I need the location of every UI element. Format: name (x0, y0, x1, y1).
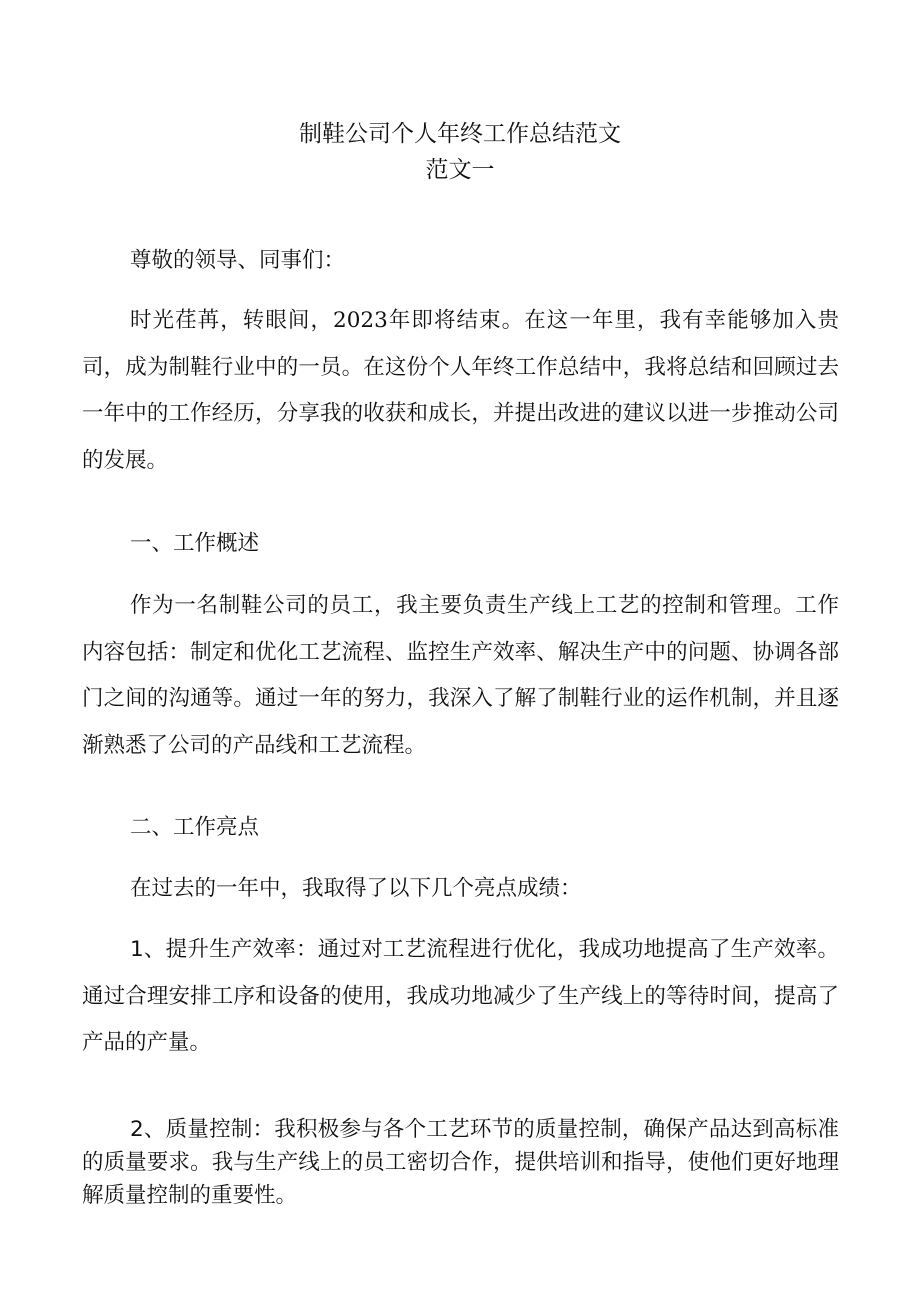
list-item-text: 、提升生产效率：通过对工艺流程进行优化，我成功地提高了生产效率。通过合理安排工序和设备的使用，我成功地减少了生产线上的等待时间，提高了产品的产量。 (82, 937, 839, 1055)
section1-body: 作为一名制鞋公司的员工，我主要负责生产线上工艺的控制和管理。工作内容包括：制定和优化工艺流程、监控生产效率、解决生产中的问题、协调各部门之间的沟通等。通过一年的努力，我深入了解了制鞋行业的运作机制，并且逐渐熟悉了公司的产品线和工艺流程。 (82, 593, 839, 758)
list-item-number: 2 (130, 1117, 144, 1142)
list-item-number: 1 (130, 937, 144, 962)
list-item-efficiency (82, 927, 839, 1067)
intro-paragraph: 时光荏苒，转眼间，2023年即将结束。在这一年里，我有幸能够加入贵司，成为制鞋行业中的一员。在这份个人年终工作总结中，我将总结和回顾过去一年中的工作经历，分享我的收获和成长，并提出改进的建议以进一步推动公司的发展。 (82, 308, 839, 473)
document-title: 制鞋公司个人年终工作总结范文 (299, 121, 621, 147)
section2-heading: 二、工作亮点 (130, 815, 260, 840)
greeting: 尊敬的领导、同事们： (130, 248, 346, 273)
list-item-text: 、质量控制：我积极参与各个工艺环节的质量控制，确保产品达到高标准的质量要求。我与生产线上的员工密切合作，提供培训和指导，使他们更好地理解质量控制的重要性。 (82, 1117, 839, 1208)
document-subtitle: 范文一 (425, 157, 495, 183)
section1-heading: 一、工作概述 (130, 531, 260, 556)
list-item-quality (82, 1113, 839, 1212)
section2-lead: 在过去的一年中，我取得了以下几个亮点成绩： (130, 876, 582, 901)
